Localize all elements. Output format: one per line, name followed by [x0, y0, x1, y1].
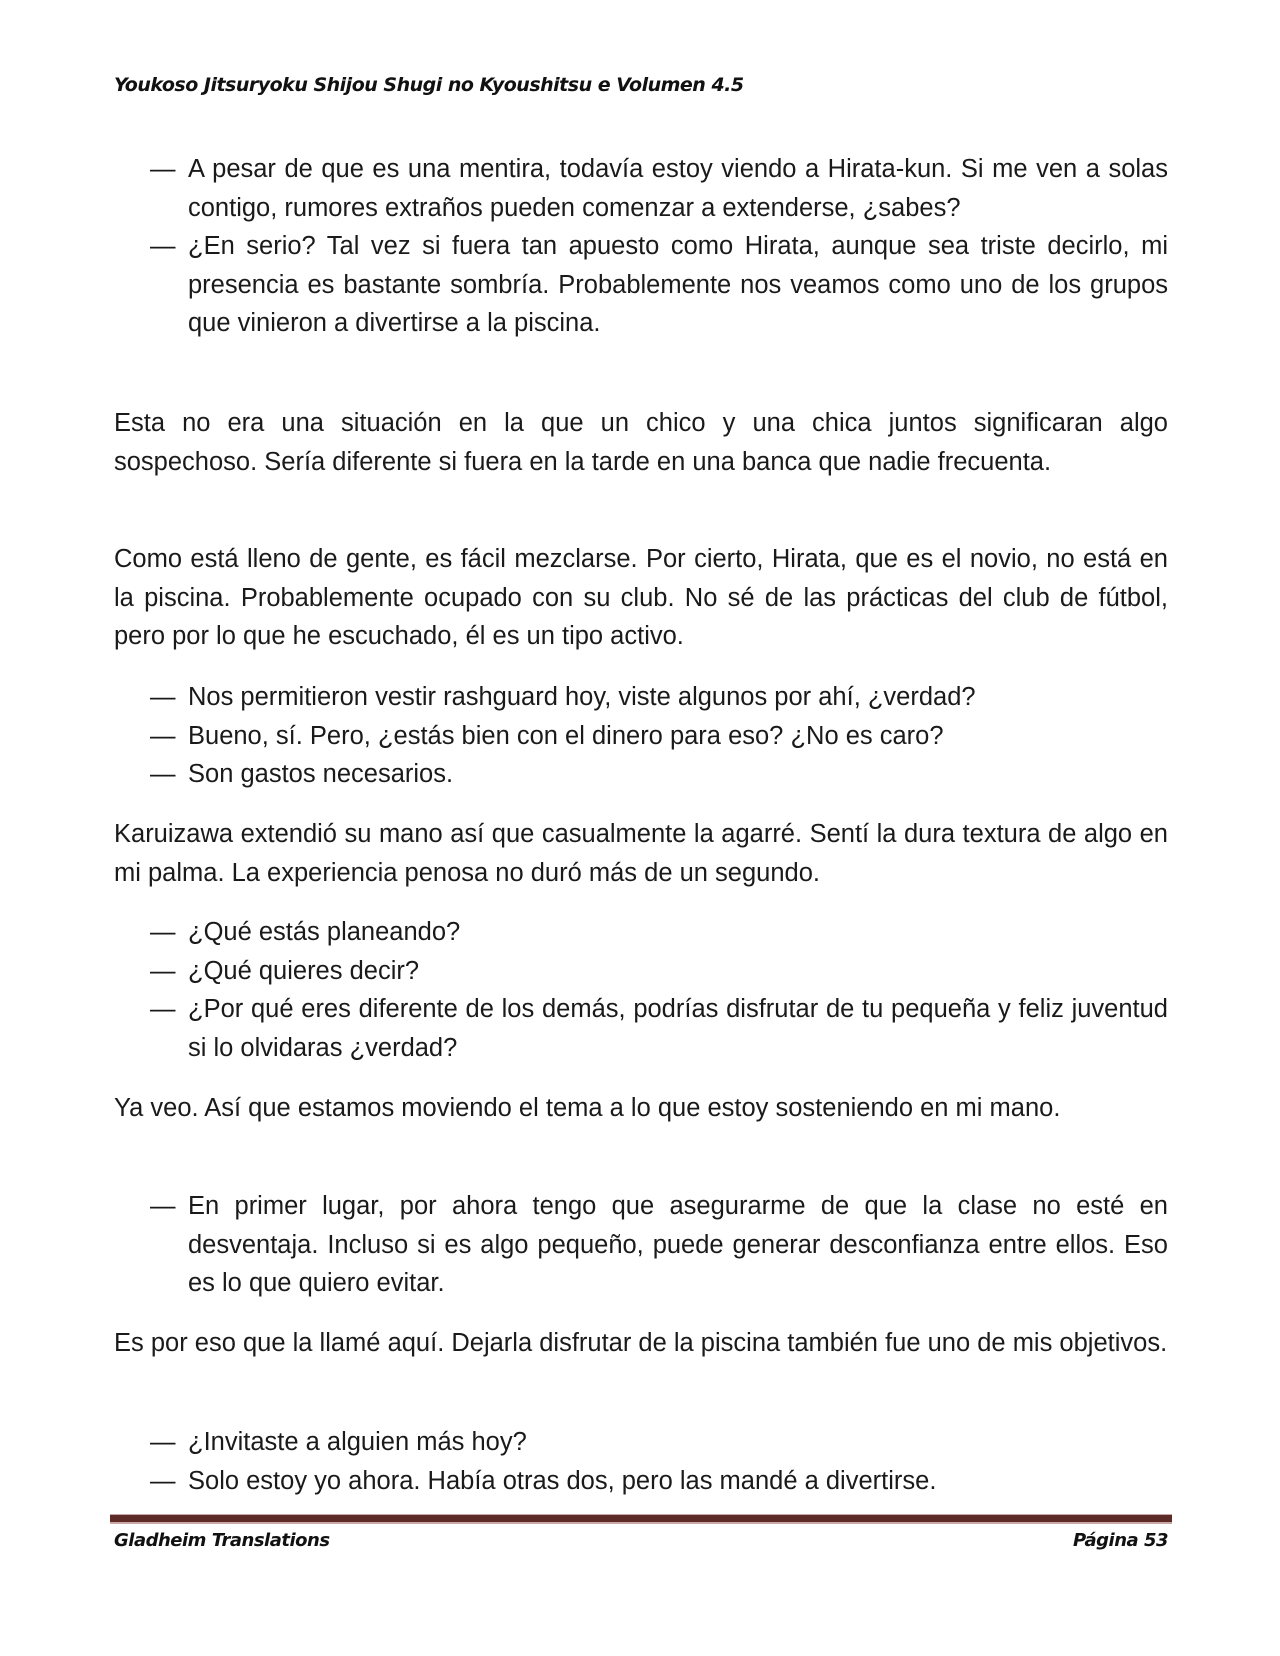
dialogue-line — [114, 717, 1168, 756]
dialogue-line — [114, 150, 1168, 227]
dialogue-group — [114, 1187, 1168, 1303]
dialogue-group — [114, 913, 1168, 1067]
dialogue-group — [114, 1423, 1168, 1500]
paragraph: Es por eso que la llamé aquí. Dejarla disfrutar de la piscina también fue uno de mis objetivos. — [114, 1329, 1168, 1357]
dialogue-text: ¿En serio? Tal vez si fuera tan apuesto como Hirata, aunque sea triste decirlo, mi presencia es bastante sombría. Probablemente nos veamos como uno de los grupos que vinieron a divertirse a la piscina. — [188, 232, 1168, 338]
footer-publisher: Gladheim Translations — [114, 1530, 330, 1551]
dialogue-dash: — — [150, 760, 176, 789]
dialogue-dash: — — [150, 956, 176, 985]
paragraph: Karuizawa extendió su mano así que casualmente la agarré. Sentí la dura textura de algo en mi palma. La experiencia penosa no duró más de un segundo. — [114, 820, 1168, 887]
dialogue-text: Nos permitieron vestir rashguard hoy, viste algunos por ahí, ¿verdad? — [188, 683, 976, 711]
dialogue-dash: — — [150, 918, 176, 946]
dialogue-text: Bueno, sí. Pero, ¿estás bien con el dinero para eso? ¿No es caro? — [188, 721, 944, 750]
page-number: Página 53 — [1072, 1530, 1168, 1551]
dialogue-text: ¿Qué quieres decir? — [188, 956, 420, 985]
running-header: Youkoso Jitsuryoku Shijou Shugi no Kyoushitsu e Volumen 4.5 — [114, 74, 744, 96]
dialogue-dash: — — [150, 721, 176, 750]
dialogue-text: ¿Por qué eres diferente de los demás, podrías disfrutar de tu pequeña y feliz juventud si lo olvidaras ¿verdad? — [188, 995, 1168, 1062]
dialogue-dash: — — [150, 155, 176, 183]
paragraph: Como está lleno de gente, es fácil mezclarse. Por cierto, Hirata, que es el novio, no está en la piscina. Probablemente ocupado con su club. No sé de las prácticas del club de fútbol, pero por lo que he escuchado, él es un tipo activo. — [114, 545, 1168, 651]
dialogue-text: En primer lugar, por ahora tengo que asegurarme de que la clase no esté en desventaja. Incluso si es algo pequeño, puede generar desconfianza entre ellos. Eso es lo que quiero evitar. — [188, 1192, 1168, 1298]
dialogue-line — [114, 1187, 1168, 1303]
dialogue-dash: — — [150, 683, 176, 711]
paragraph: Esta no era una situación en la que un chico y una chica juntos significaran algo sospechoso. Sería diferente si fuera en la tarde en una banca que nadie frecuenta. — [114, 409, 1168, 476]
footer-divider — [110, 1514, 1172, 1524]
dialogue-line — [114, 227, 1168, 343]
dialogue-dash: — — [150, 1428, 176, 1456]
dialogue-text: Solo estoy yo ahora. Había otras dos, pero las mandé a divertirse. — [188, 1466, 937, 1495]
dialogue-group — [114, 678, 1168, 794]
dialogue-text: ¿Qué estás planeando? — [188, 918, 461, 946]
dialogue-line — [114, 755, 1168, 794]
dialogue-line — [114, 913, 1168, 952]
dialogue-line — [114, 952, 1168, 991]
dialogue-line — [114, 678, 1168, 717]
dialogue-text: A pesar de que es una mentira, todavía estoy viendo a Hirata-kun. Si me ven a solas contigo, rumores extraños pueden comenzar a extenderse, ¿sabes? — [188, 155, 1168, 222]
dialogue-text: ¿Invitaste a alguien más hoy? — [188, 1428, 527, 1456]
dialogue-dash: — — [150, 995, 176, 1024]
dialogue-line — [114, 1423, 1168, 1462]
dialogue-line — [114, 1462, 1168, 1501]
dialogue-text: Son gastos necesarios. — [188, 760, 454, 789]
dialogue-dash: — — [150, 232, 176, 261]
dialogue-line — [114, 990, 1168, 1067]
dialogue-dash: — — [150, 1192, 176, 1220]
dialogue-dash: — — [150, 1466, 176, 1495]
paragraph: Ya veo. Así que estamos moviendo el tema a lo que estoy sosteniendo en mi mano. — [114, 1094, 1061, 1122]
dialogue-group — [114, 150, 1168, 343]
